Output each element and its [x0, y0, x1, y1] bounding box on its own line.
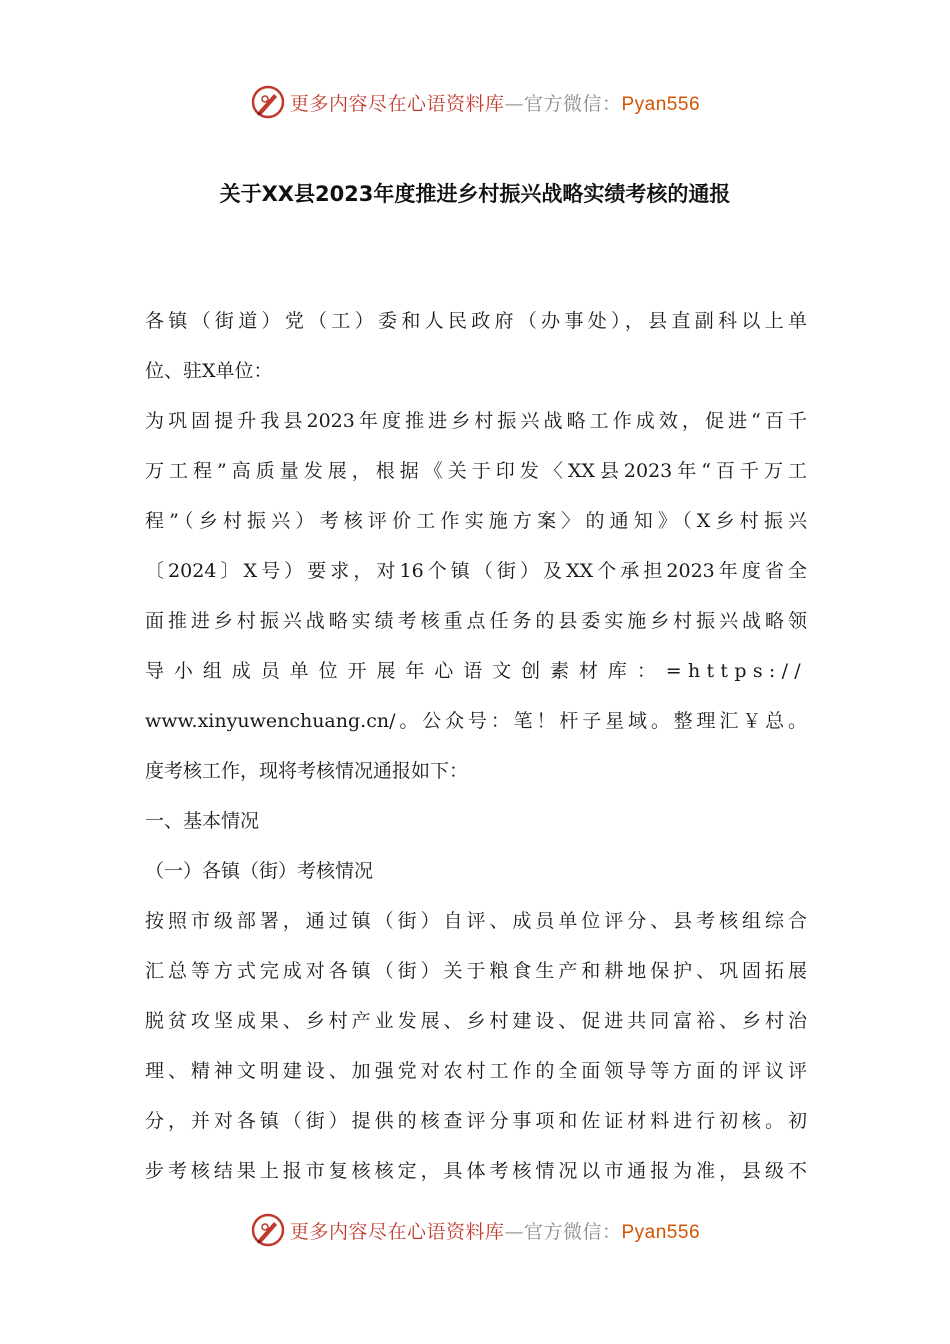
document-title: 关于XX县2023年度推进乡村振兴战略实绩考核的通报: [219, 182, 731, 206]
watermark-dash: —: [504, 92, 524, 115]
watermark-footer: [0, 1208, 950, 1252]
watermark-library: 更多内容尽在心语资料库: [289, 92, 505, 115]
subsection-heading: （一）各镇（街）考核情况: [145, 860, 374, 882]
watermark-text: [290, 89, 700, 116]
watermark-official: 官方微信：: [523, 1220, 622, 1243]
pen-logo-icon: [250, 1212, 286, 1248]
body-line: 为巩固提升我县2023年度推进乡村振兴战略工作成效，促进“百千: [145, 410, 807, 432]
watermark-text: [290, 1217, 700, 1244]
body-line: 理、精神文明建设、加强党对农村工作的全面领导等方面的评议评: [145, 1060, 807, 1082]
body-line: 按照市级部署，通过镇（街）自评、成员单位评分、县考核组综合: [145, 910, 807, 932]
body-line: www.xinyuwenchuang.cn/。公众号：笔！杆子星域。整理汇￥总。: [145, 710, 807, 732]
section-heading: 一、基本情况: [145, 810, 260, 832]
pen-logo-icon: [250, 84, 286, 120]
body-line: 脱贫攻坚成果、乡村产业发展、乡村建设、促进共同富裕、乡村治: [145, 1010, 807, 1032]
watermark-official: 官方微信：: [523, 92, 622, 115]
watermark-library: 更多内容尽在心语资料库: [289, 1220, 505, 1243]
body-line: 各镇（街道）党（工）委和人民政府（办事处），县直副科以上单: [145, 310, 807, 332]
body-line: 汇总等方式完成对各镇（街）关于粮食生产和耕地保护、巩固拓展: [145, 960, 807, 982]
watermark-dash: —: [504, 1220, 524, 1243]
body-line: 度考核工作，现将考核情况通报如下：: [145, 760, 469, 782]
watermark-id: Pyan556: [621, 1221, 701, 1243]
watermark-header: [0, 80, 950, 124]
body-line: 分，并对各镇（街）提供的核查评分事项和佐证材料进行初核。初: [145, 1110, 807, 1132]
body-line: 〔2024〕X号）要求，对16个镇（街）及XX个承担2023年度省全: [145, 560, 807, 582]
body-line: 步考核结果上报市复核核定，具体考核情况以市通报为准，县级不: [145, 1160, 807, 1182]
body-line: 程”（乡村振兴）考核评价工作实施方案〉的通知》（X乡村振兴: [145, 510, 807, 532]
body-line: 位、驻X单位：: [145, 360, 273, 382]
document-body: [145, 296, 807, 1196]
body-line: 万工程”高质量发展，根据《关于印发〈XX县2023年“百千万工: [145, 460, 807, 482]
body-line: 导小组成员单位开展年心语文创素材库：=https://: [145, 660, 807, 682]
body-line: 面推进乡村振兴战略实绩考核重点任务的县委实施乡村振兴战略领: [145, 610, 807, 632]
watermark-id: Pyan556: [621, 93, 701, 115]
